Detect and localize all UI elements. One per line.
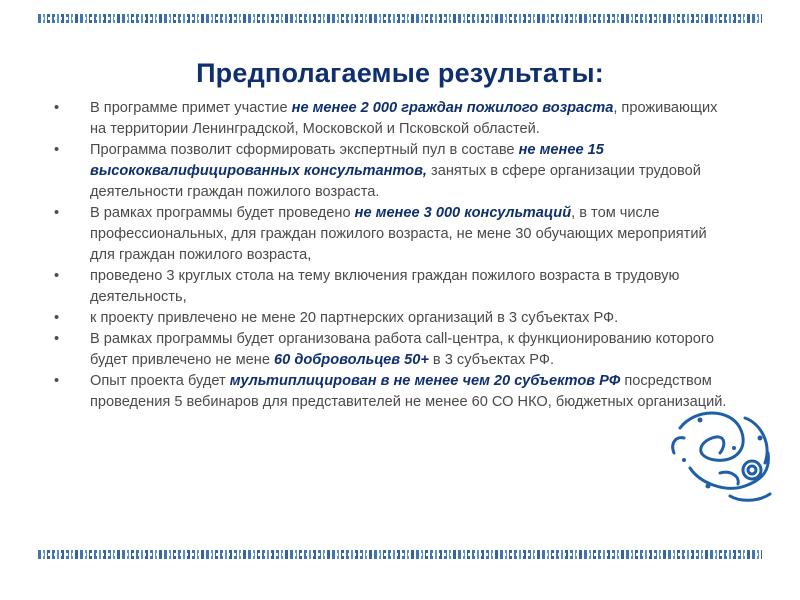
- result-bullet-item: [52, 140, 732, 203]
- emphasized-text: 60 добровольцев 50+: [274, 352, 429, 368]
- bullet-dot: •: [54, 373, 60, 389]
- result-bullet-item: [52, 203, 732, 266]
- result-bullet-item: [52, 371, 732, 413]
- emphasized-text: не менее 2 000 граждан пожилого возраста: [291, 100, 614, 116]
- result-bullet-item: [52, 308, 732, 329]
- bullet-dot: •: [54, 331, 60, 347]
- result-bullet-item: [52, 98, 732, 140]
- bullet-text: в 3 субъектах РФ.: [428, 352, 555, 368]
- bullet-dot: •: [54, 268, 60, 284]
- bullet-dot: •: [54, 310, 60, 326]
- bullet-text: В программе примет участие: [90, 100, 292, 116]
- bullet-text: к проекту привлечено не мене 20 партнерских организаций в 3 субъектах РФ.: [90, 310, 619, 326]
- bullet-text: , в том числе профессиональных, для граждан пожилого возраста, не мене 30 обучающих мероприятий для граждан пожилого возраста,: [90, 205, 707, 263]
- bullet-text: Программа позволит сформировать экспертный пул в составе: [90, 142, 519, 158]
- bullet-text: проведено 3 круглых стола на тему включения граждан пожилого возраста в трудовую деятельность,: [90, 268, 680, 305]
- emphasized-text: мультиплицирован в не менее чем 20 субъектов РФ: [229, 373, 621, 389]
- result-bullet-item: [52, 329, 732, 371]
- results-bullet-list: [52, 98, 732, 413]
- bullet-text: В рамках программы будет проведено: [90, 205, 355, 221]
- slide-title: Предполагаемые результаты:: [196, 58, 604, 88]
- bullet-dot: •: [54, 205, 60, 221]
- emphasized-text: не менее 3 000 консультаций: [354, 205, 572, 221]
- bullet-dot: •: [54, 142, 60, 158]
- bullet-text: занятых в сфере организации трудовой деятельности граждан пожилого возраста.: [90, 163, 701, 200]
- top-ornament-border: [38, 14, 762, 23]
- bottom-ornament-border: [38, 550, 762, 559]
- decorative-swirl-icon: [660, 398, 780, 508]
- bullet-text: В рамках программы будет организована работа call-центра, к функционированию которого будет привлечено не мене: [90, 331, 714, 368]
- result-bullet-item: [52, 266, 732, 308]
- emphasized-text: не менее 15 высококвалифицированных консультантов,: [90, 142, 604, 179]
- bullet-dot: •: [54, 100, 60, 116]
- bullet-text: Опыт проекта будет: [90, 373, 230, 389]
- bullet-text: посредством проведения 5 вебинаров для представителей не менее 60 СО НКО, бюджетных организаций.: [90, 373, 727, 410]
- bullet-text: , проживающих на территории Ленинградской, Московской и Псковской областей.: [90, 100, 718, 137]
